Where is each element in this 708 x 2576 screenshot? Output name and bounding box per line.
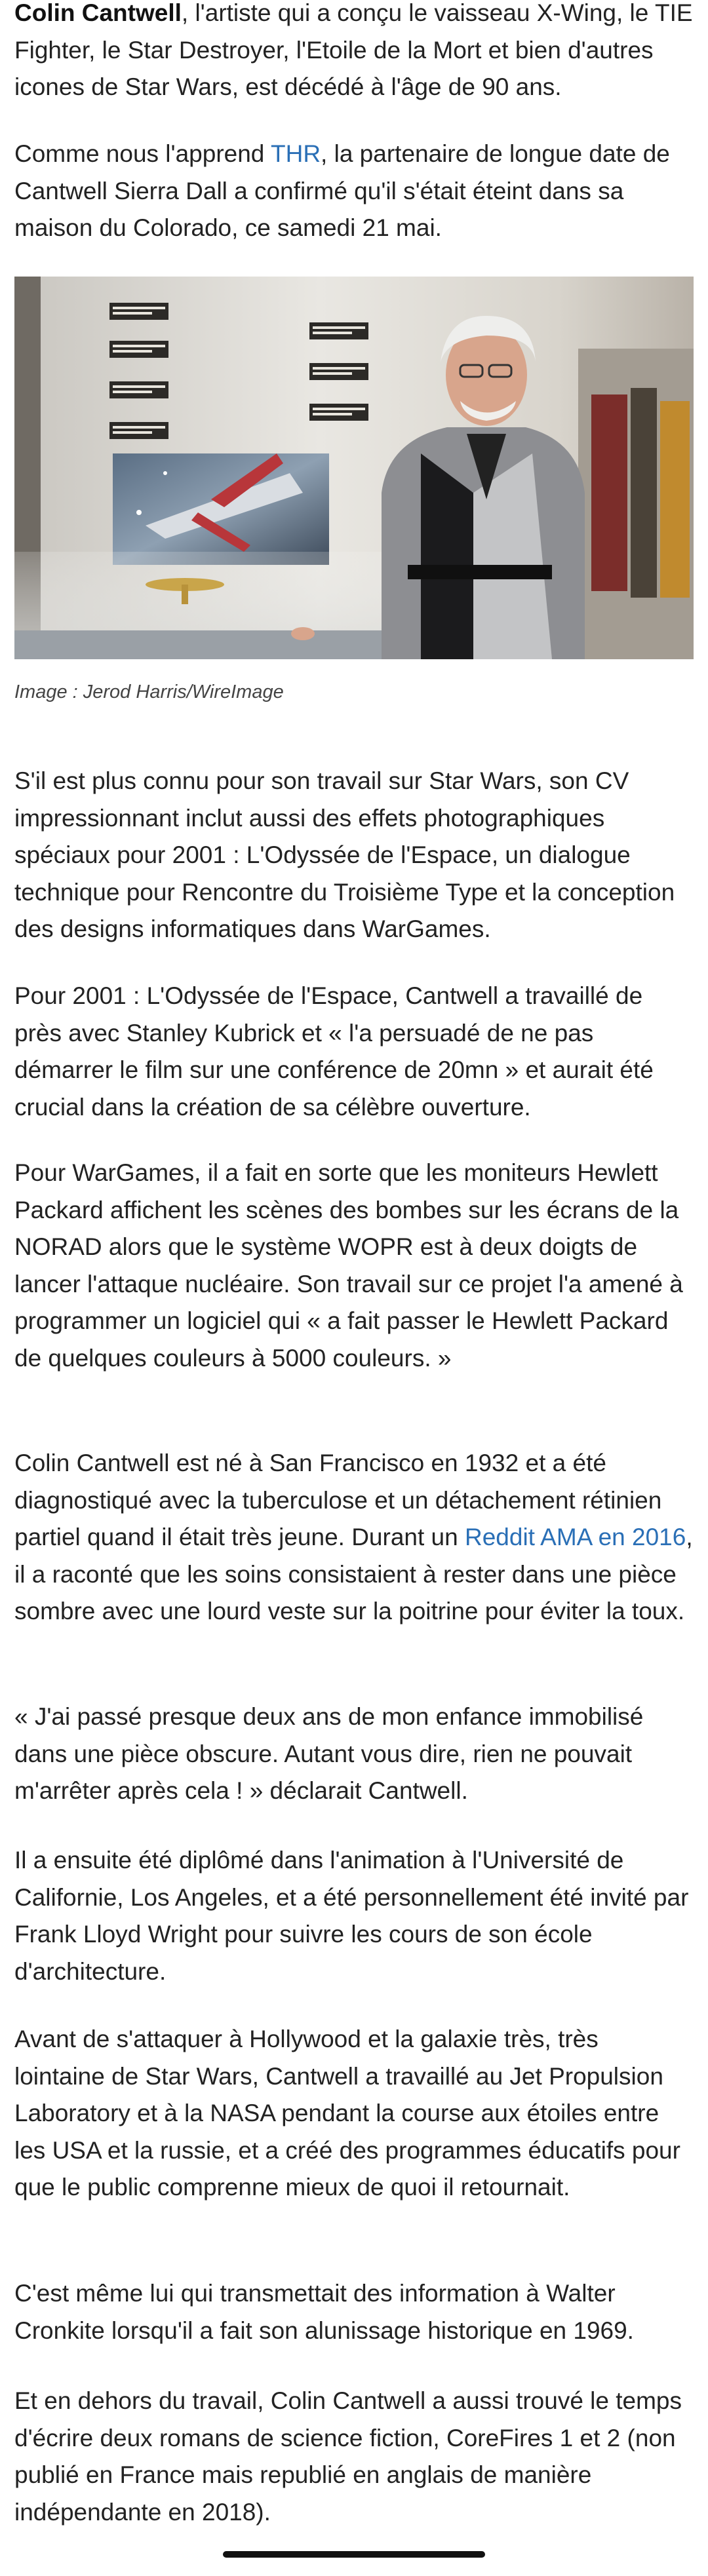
- photo-caption: Image : Jerod Harris/WireImage: [14, 682, 284, 702]
- paragraph-novels: Et en dehors du travail, Colin Cantwell a aussi trouvé le temps d'écrire deux romans de science fiction, CoreFires 1 et 2 (non publié en France mais republié en anglais de manière indépendante en 2018).: [14, 2387, 682, 2526]
- source-text-after: , la partenaire de longue date de Cantwell Sierra Dall a confirmé qu'il s'était éteint dans sa maison du Colorado, ce samedi 21 mai.: [14, 140, 670, 241]
- intro-paragraph: [14, 0, 694, 106]
- thr-link[interactable]: THR: [271, 140, 321, 167]
- childhood-text-after: , il a raconté que les soins consistaient à rester dans une pièce sombre avec une lourd veste sur la poitrine pour éviter la toux.: [14, 1524, 693, 1624]
- source-text-before: Comme nous l'apprend: [14, 140, 271, 167]
- intro-subject: Colin Cantwell: [14, 0, 182, 26]
- paragraph-education: Il a ensuite été diplômé dans l'animation à l'Université de Californie, Los Angeles, et a été personnellement été invité par Frank Lloyd Wright pour suivre les cours de son école d'architecture.: [14, 1847, 689, 1985]
- paragraph-wargames: Pour WarGames, il a fait en sorte que les moniteurs Hewlett Packard affichent les scènes des bombes sur les écrans de la NORAD alors que le système WOPR est à deux doigts de lancer l'attaque nucléaire. Son travail sur ce projet l'a amené à programmer un logiciel qui « a fait passer le Hewlett Packard de quelques couleurs à 5000 couleurs. »: [14, 1159, 683, 1372]
- reddit-ama-link[interactable]: Reddit AMA en 2016: [464, 1524, 686, 1550]
- paragraph-kubrick: Pour 2001 : L'Odyssée de l'Espace, Cantwell a travaillé de près avec Stanley Kubrick et « l'a persuadé de ne pas démarrer le film sur une conférence de 20mn » et aurait été crucial dans la création de sa célèbre ouverture.: [14, 982, 654, 1121]
- article-photo: [14, 277, 694, 659]
- childhood-text-before: Colin Cantwell est né à San Francisco en 1932 et a été diagnostiqué avec la tuberculose et un détachement rétinien partiel quand il était très jeune. Durant un: [14, 1450, 662, 1550]
- paragraph-cronkite: C'est même lui qui transmettait des information à Walter Cronkite lorsqu'il a fait son alunissage historique en 1969.: [14, 2280, 634, 2344]
- paragraph-childhood: [14, 1445, 694, 1630]
- paragraph-quote: « J'ai passé presque deux ans de mon enfance immobilisé dans une pièce obscure. Autant vous dire, rien ne pouvait m'arrêter après cela ! » déclarait Cantwell.: [14, 1703, 644, 1804]
- paragraph-nasa: Avant de s'attaquer à Hollywood et la galaxie très, très lointaine de Star Wars, Cantwell a travaillé au Jet Propulsion Laboratory et à la NASA pendant la course aux étoiles entre les USA et la russie, et a créé des programmes éducatifs pour que le public comprenne mieux de quoi il retournait.: [14, 2026, 680, 2201]
- intro-text: , l'artiste qui a conçu le vaisseau X-Wing, le TIE Fighter, le Star Destroyer, l'Etoile de la Mort et bien d'autres icones de Star Wars, est décédé à l'âge de 90 ans.: [14, 0, 693, 100]
- paragraph-career: S'il est plus connu pour son travail sur Star Wars, son CV impressionnant inclut aussi des effets photographiques spéciaux pour 2001 : L'Odyssée de l'Espace, un dialogue technique pour Rencontre du Troisième Type et la conception des designs informatiques dans WarGames.: [14, 767, 675, 942]
- source-paragraph: [14, 136, 694, 247]
- home-indicator[interactable]: [223, 2551, 485, 2558]
